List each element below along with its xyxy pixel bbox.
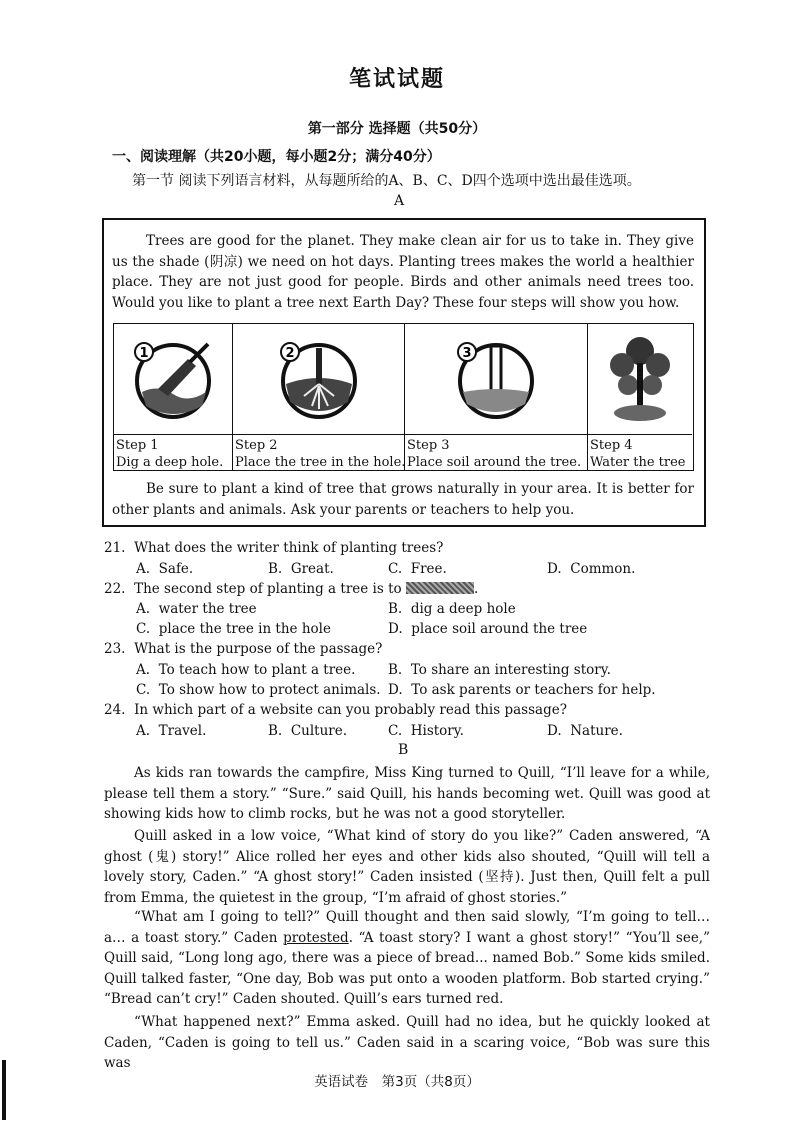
tree-icon xyxy=(600,329,680,429)
passage-a-letter: A xyxy=(394,193,405,209)
step-4-caption: Step 4 Water the tree xyxy=(590,438,686,470)
q21-option-a[interactable]: A. Safe. xyxy=(136,561,194,577)
passage-b-para4: “What happened next?” Emma asked. Quill had no idea, but he quickly looked at Caden, “Caden is going to tell us.” Caden said in a scaring voice, “Bob was sure this was xyxy=(104,1014,710,1071)
page-footer: 英语试卷 第3页（共8页） xyxy=(314,1074,480,1090)
q21-option-c[interactable]: C. Free. xyxy=(388,561,447,577)
q24-option-d[interactable]: D. Nature. xyxy=(547,723,623,739)
step-3-caption: Step 3 Place soil around the tree. xyxy=(407,438,582,470)
passage-a-para1: Trees are good for the planet. They make clean air for us to take in. They give us the shade (阴凉) we need on hot days. Planting trees makes the world a healthier place. They are not just good for people. Birds and other animals need trees too. Would you like to plant a tree next Earth Day? These four steps will show you how. xyxy=(112,233,694,311)
answer-blank xyxy=(406,582,474,594)
passage-b-para3: “What am I going to tell?” Quill thought and then said slowly, “I’m going to tell…a… a toast story.” Caden protested. “A toast story? I want a ghost story!” “You’ll see,” Quill said, “Long long ago, there was a piece of bread... named Bob.” Some kids smiled. Quill talked faster, “One day, Bob was put onto a wooden platform. Bob started crying.” “Bread can’t cry!” Caden shouted. Quill’s ears turned red. xyxy=(104,909,711,1007)
step-3-image xyxy=(405,324,587,435)
q22-option-c[interactable]: C. place the tree in the hole xyxy=(136,621,331,637)
steps-table xyxy=(113,323,694,471)
q22-option-b[interactable]: B. dig a deep hole xyxy=(388,601,516,617)
page-title: 笔试试题 xyxy=(348,67,445,92)
soil-icon xyxy=(451,334,541,424)
svg-text:3: 3 xyxy=(462,346,472,361)
q24-option-b[interactable]: B. Culture. xyxy=(268,723,348,739)
roots-icon xyxy=(274,334,364,424)
question-24: 24. In which part of a website can you probably read this passage? xyxy=(104,702,567,718)
step-cell-2 xyxy=(233,324,405,470)
q24-option-a[interactable]: A. Travel. xyxy=(136,723,207,739)
q23-option-a[interactable]: A. To teach how to plant a tree. xyxy=(136,662,356,678)
q21-option-d[interactable]: D. Common. xyxy=(547,561,636,577)
q21-option-b[interactable]: B. Great. xyxy=(268,561,334,577)
part-heading: 第一部分 选择题（共50分） xyxy=(307,121,487,137)
step-cell-3 xyxy=(405,324,588,470)
step-4-image xyxy=(588,324,692,435)
underlined-word: protested xyxy=(283,929,349,946)
q22-option-d[interactable]: D. place soil around the tree xyxy=(388,621,588,637)
instruction: 第一节 阅读下列语言材料，从每题所给的A、B、C、D四个选项中选出最佳选项。 xyxy=(132,173,641,189)
q23-option-d[interactable]: D. To ask parents or teachers for help. xyxy=(388,682,656,698)
dig-icon xyxy=(128,334,218,424)
passage-a-para2: Be sure to plant a kind of tree that grows naturally in your area. It is better for other plants and animals. Ask your parents or teachers to help you. xyxy=(112,481,694,518)
q24-option-c[interactable]: C. History. xyxy=(388,723,464,739)
section-heading: 一、阅读理解（共20小题，每小题2分；满分40分） xyxy=(112,149,441,165)
q23-option-c[interactable]: C. To show how to protect animals. xyxy=(136,682,381,698)
svg-text:2: 2 xyxy=(284,346,295,361)
passage-b-letter: B xyxy=(398,742,409,758)
step-2-caption: Step 2 Place the tree in the hole. xyxy=(235,438,406,470)
step-cell-1 xyxy=(114,324,233,470)
q22-option-a[interactable]: A. water the tree xyxy=(136,601,257,617)
step-2-image xyxy=(233,324,404,435)
binding-mark xyxy=(2,1060,6,1120)
step-1-image xyxy=(114,324,232,435)
passage-b-para1: As kids ran towards the campfire, Miss King turned to Quill, “I’ll leave for a while, please tell them a story.” “Sure.” said Quill, his hands becoming wet. Quill was good at showing kids how to climb rocks, but he was not a good storyteller. xyxy=(104,765,710,822)
passage-b-para2: Quill asked in a low voice, “What kind of story do you like?” Caden answered, “A ghost (鬼) story!” Alice rolled her eyes and other kids also shouted, “Quill will tell a lovely story, Caden.” “A ghost story!” Caden insisted (坚持). Just then, Quill felt a pull from Emma, the quietest in the group, “I’m afraid of ghost stories.” xyxy=(104,828,710,906)
step-1-caption: Step 1 Dig a deep hole. xyxy=(116,438,224,470)
step-cell-4 xyxy=(588,324,692,470)
q23-option-b[interactable]: B. To share an interesting story. xyxy=(388,662,611,678)
question-22: 22. The second step of planting a tree is to . xyxy=(104,581,479,597)
svg-text:1: 1 xyxy=(139,346,149,361)
question-21: 21. What does the writer think of planting trees? xyxy=(104,540,444,556)
question-23: 23. What is the purpose of the passage? xyxy=(104,641,383,657)
